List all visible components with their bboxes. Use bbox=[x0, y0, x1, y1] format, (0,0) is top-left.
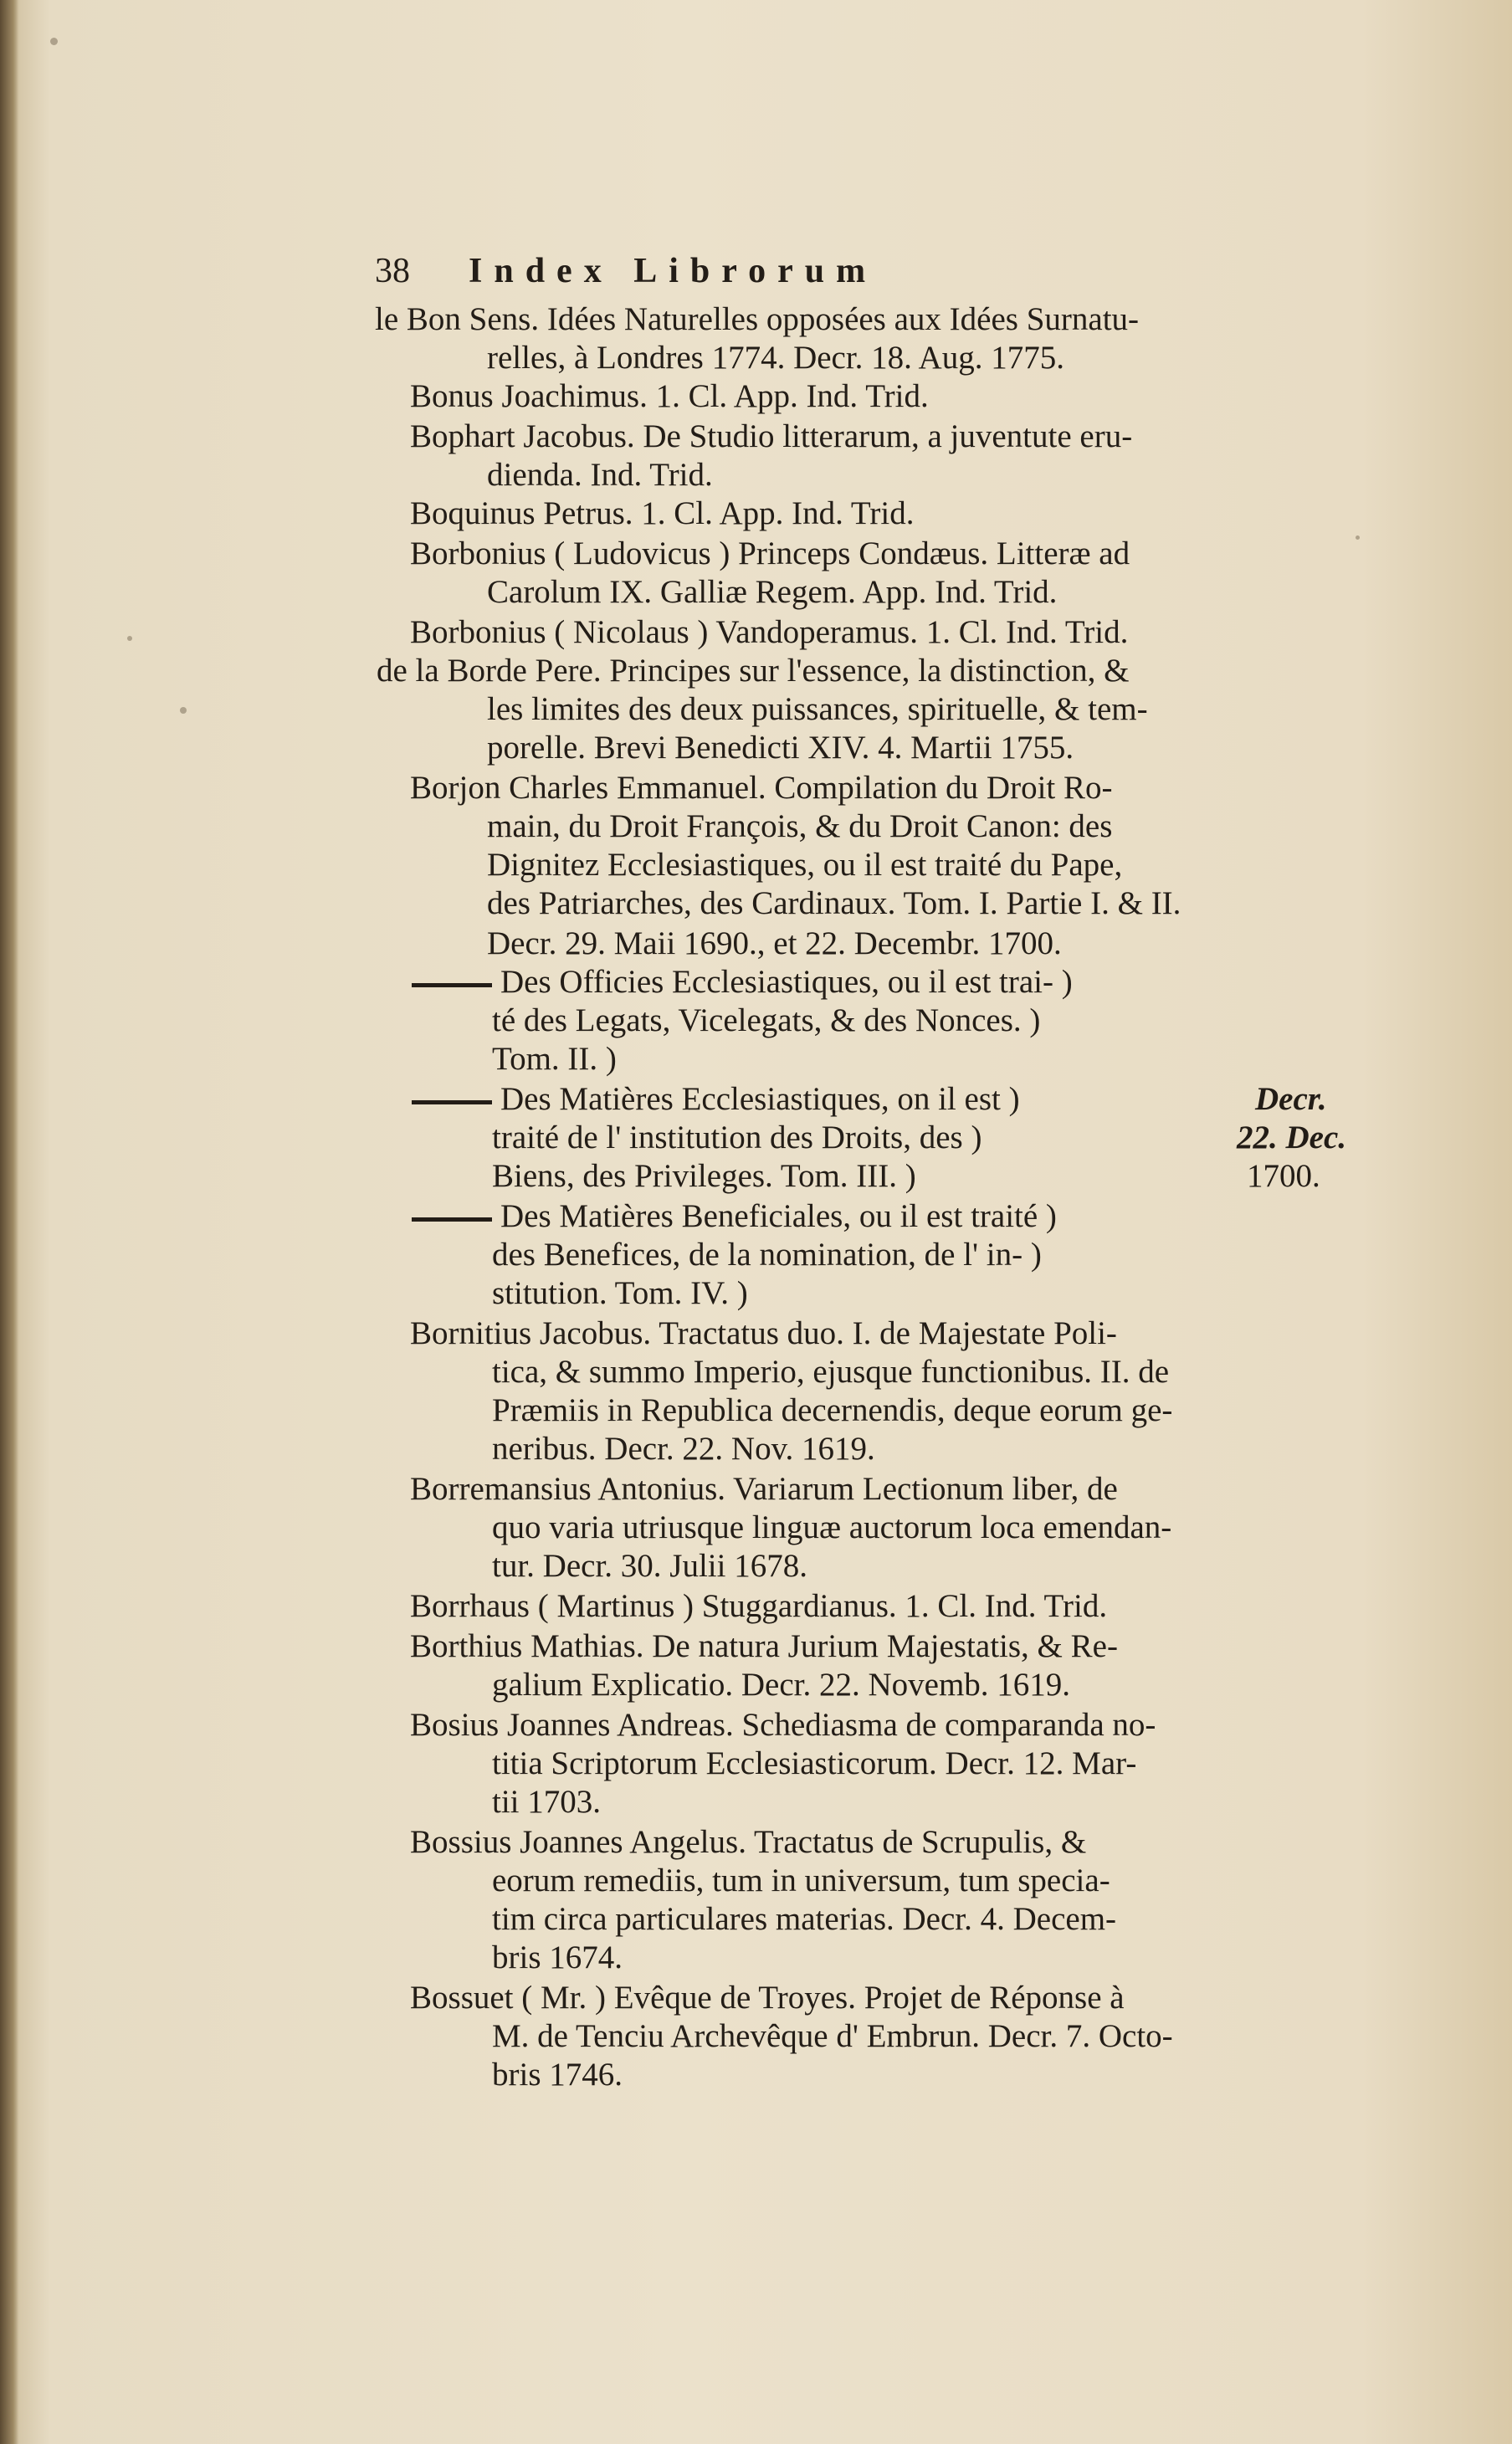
sub-entry-line: traité de l' institution des Droits, des ) bbox=[492, 1120, 982, 1155]
text-line: Borremansius Antonius. Variarum Lectionum liber, de bbox=[410, 1471, 1118, 1507]
sub-entry-line: Des Officies Ecclesiastiques, ou il est trai- ) bbox=[412, 964, 1073, 1001]
text-line: tica, & summo Imperio, ejusque functionibus. II. de bbox=[492, 1354, 1170, 1390]
text-line: Bossius Joannes Angelus. Tractatus de Scrupulis, & bbox=[410, 1824, 1087, 1860]
text-line: Bornitius Jacobus. Tractatus duo. I. de Majestate Poli- bbox=[410, 1315, 1117, 1351]
text-line: bris 1674. bbox=[492, 1939, 623, 1975]
text-line: bris 1746. bbox=[492, 2057, 623, 2093]
page-number: 38 bbox=[375, 252, 410, 290]
text-line: les limites des deux puissances, spirituelle, & tem- bbox=[487, 691, 1148, 727]
text-line: M. de Tenciu Archevêque d' Embrun. Decr. 7. Octo- bbox=[492, 2018, 1173, 2054]
text-line: galium Explicatio. Decr. 22. Novemb. 1619. bbox=[492, 1667, 1071, 1703]
text-line: Bonus Joachimus. 1. Cl. App. Ind. Trid. bbox=[410, 378, 929, 414]
text-line: relles, à Londres 1774. Decr. 18. Aug. 1775. bbox=[487, 340, 1064, 376]
ditto-dash bbox=[412, 983, 492, 987]
sub-entry-line: Tom. II. ) bbox=[492, 1041, 617, 1077]
text-line: titia Scriptorum Ecclesiasticorum. Decr. 12. Mar- bbox=[492, 1745, 1137, 1781]
text-line: Borrhaus ( Martinus ) Stuggardianus. 1. Cl. Ind. Trid. bbox=[410, 1588, 1108, 1624]
text-line: Præmiis in Republica decernendis, deque eorum ge- bbox=[492, 1392, 1173, 1428]
text-line: le Bon Sens. Idées Naturelles opposées aux Idées Surnatu- bbox=[375, 301, 1140, 337]
text-line: Boquinus Petrus. 1. Cl. App. Ind. Trid. bbox=[410, 495, 915, 531]
text-line: Borbonius ( Nicolaus ) Vandoperamus. 1. Cl. Ind. Trid. bbox=[410, 614, 1129, 650]
bracket-note-year: 1700. bbox=[1247, 1158, 1320, 1194]
text-line: porelle. Brevi Benedicti XIV. 4. Martii 1755. bbox=[487, 730, 1074, 766]
text-line: de la Borde Pere. Principes sur l'essence, la distinction, & bbox=[377, 653, 1130, 689]
sub-entry-line: Des Matières Ecclesiastiques, on il est ) bbox=[412, 1081, 1020, 1118]
text-line: tur. Decr. 30. Julii 1678. bbox=[492, 1548, 807, 1584]
ditto-dash bbox=[412, 1217, 492, 1222]
foxing-spot bbox=[127, 636, 132, 641]
bracket-note-date: 22. Dec. bbox=[1237, 1120, 1347, 1155]
page-gutter-shadow bbox=[0, 0, 18, 2444]
bracket-note-decr: Decr. bbox=[1255, 1081, 1327, 1117]
text-line: Dignitez Ecclesiastiques, ou il est traité du Pape, bbox=[487, 847, 1123, 883]
text-line: quo varia utriusque linguæ auctorum loca emendan- bbox=[492, 1509, 1172, 1545]
ditto-dash bbox=[412, 1100, 492, 1104]
text-line: Borthius Mathias. De natura Jurium Majestatis, & Re- bbox=[410, 1628, 1118, 1664]
sub-entry-line: té des Legats, Vicelegats, & des Nonces. ) bbox=[492, 1002, 1041, 1038]
text-line: Bosius Joannes Andreas. Schediasma de comparanda no- bbox=[410, 1707, 1156, 1743]
foxing-spot bbox=[1356, 535, 1360, 540]
foxing-spot bbox=[180, 707, 187, 714]
sub-entry-line: Biens, des Privileges. Tom. III. ) bbox=[492, 1158, 916, 1194]
text-line: tim circa particulares materias. Decr. 4. Decem- bbox=[492, 1901, 1117, 1937]
text-line: Bossuet ( Mr. ) Evêque de Troyes. Projet de Réponse à bbox=[410, 1980, 1125, 2016]
text-line: Borbonius ( Ludovicus ) Princeps Condæus. Litteræ ad bbox=[410, 535, 1130, 571]
text-line: dienda. Ind. Trid. bbox=[487, 457, 713, 493]
text-line: des Patriarches, des Cardinaux. Tom. I. Partie I. & II. bbox=[487, 885, 1181, 921]
text-line: Borjon Charles Emmanuel. Compilation du Droit Ro- bbox=[410, 770, 1113, 806]
text-line: eorum remediis, tum in universum, tum specia- bbox=[492, 1862, 1110, 1898]
running-title: Index Librorum bbox=[469, 252, 878, 290]
text-line: neribus. Decr. 22. Nov. 1619. bbox=[492, 1431, 875, 1467]
text-line: tii 1703. bbox=[492, 1784, 602, 1820]
sub-entry-line: stitution. Tom. IV. ) bbox=[492, 1275, 748, 1311]
foxing-spot bbox=[50, 38, 58, 45]
text-line: Carolum IX. Galliæ Regem. App. Ind. Trid. bbox=[487, 574, 1058, 610]
text-line: Bophart Jacobus. De Studio litterarum, a juventute eru- bbox=[410, 418, 1133, 454]
text-line: Decr. 29. Maii 1690., et 22. Decembr. 1700. bbox=[487, 925, 1062, 961]
text-line: main, du Droit François, & du Droit Canon: des bbox=[487, 808, 1113, 844]
sub-entry-line: des Benefices, de la nomination, de l' in- ) bbox=[492, 1237, 1042, 1273]
sub-entry-line: Des Matières Beneficiales, ou il est traité ) bbox=[412, 1198, 1057, 1235]
